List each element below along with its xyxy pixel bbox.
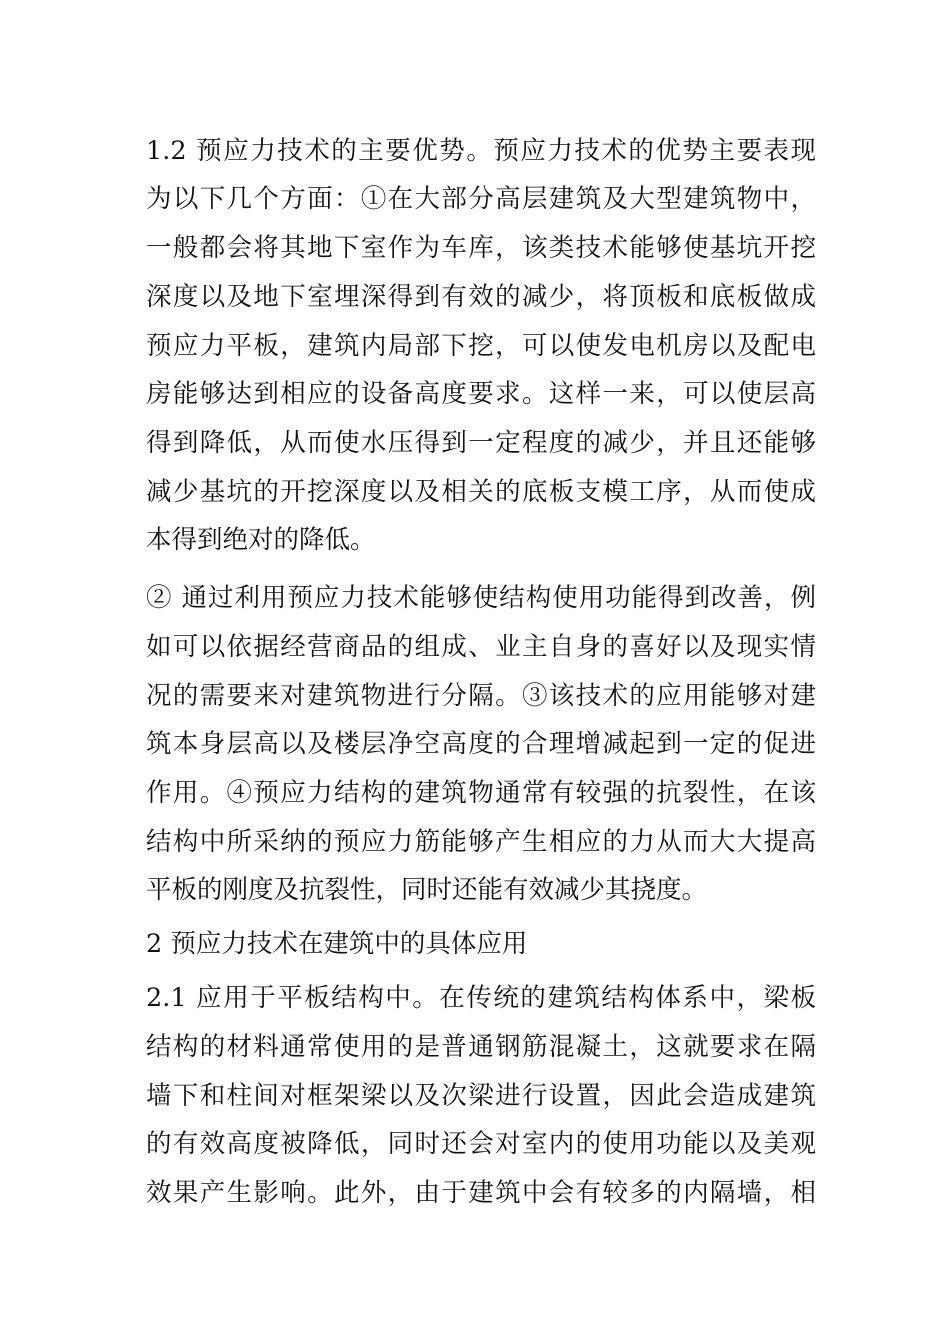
text-line: 墙下和柱间对框架梁以及次梁进行设置，因此会造成建筑	[146, 1081, 816, 1111]
text-line: 效果产生影响。此外，由于建筑中会有较多的内隔墙，相	[146, 1178, 816, 1208]
text-line: 2.1 应用于平板结构中。在传统的建筑结构体系中，梁板	[146, 983, 816, 1013]
section-heading: 2 预应力技术在建筑中的具体应用	[146, 929, 528, 959]
text-line: 况的需要来对建筑物进行分隔。③该技术的应用能够对建	[146, 681, 816, 711]
text-line: 深度以及地下室埋深得到有效的减少，将顶板和底板做成	[146, 282, 816, 312]
text-line: 本得到绝对的降低。	[146, 525, 376, 555]
text-line: 房能够达到相应的设备高度要求。这样一来，可以使层高	[146, 379, 816, 409]
text-line: ② 通过利用预应力技术能够使结构使用功能得到改善，例	[146, 583, 816, 613]
text-line: 筑本身层高以及楼层净空高度的合理增减起到一定的促进	[146, 729, 816, 759]
text-line: 结构的材料通常使用的是普通钢筋混凝土，这就要求在隔	[146, 1032, 816, 1062]
text-line: 减少基坑的开挖深度以及相关的底板支模工序，从而使成	[146, 477, 816, 507]
text-line: 预应力平板，建筑内局部下挖，可以使发电机房以及配电	[146, 331, 816, 361]
text-line: 作用。④预应力结构的建筑物通常有较强的抗裂性，在该	[146, 778, 816, 808]
text-line: 一般都会将其地下室作为车库，该类技术能够使基坑开挖	[146, 233, 816, 263]
text-line: 平板的刚度及抗裂性，同时还能有效减少其挠度。	[146, 875, 708, 905]
text-line: 如可以依据经营商品的组成、业主自身的喜好以及现实情	[146, 632, 816, 662]
text-line: 为以下几个方面：①在大部分高层建筑及大型建筑物中，	[146, 184, 816, 214]
text-line: 的有效高度被降低，同时还会对室内的使用功能以及美观	[146, 1129, 816, 1159]
text-line: 得到降低，从而使水压得到一定程度的减少，并且还能够	[146, 428, 816, 458]
text-line: 结构中所采纳的预应力筋能够产生相应的力从而大大提高	[146, 827, 816, 857]
text-line: 1.2 预应力技术的主要优势。预应力技术的优势主要表现	[146, 136, 816, 166]
